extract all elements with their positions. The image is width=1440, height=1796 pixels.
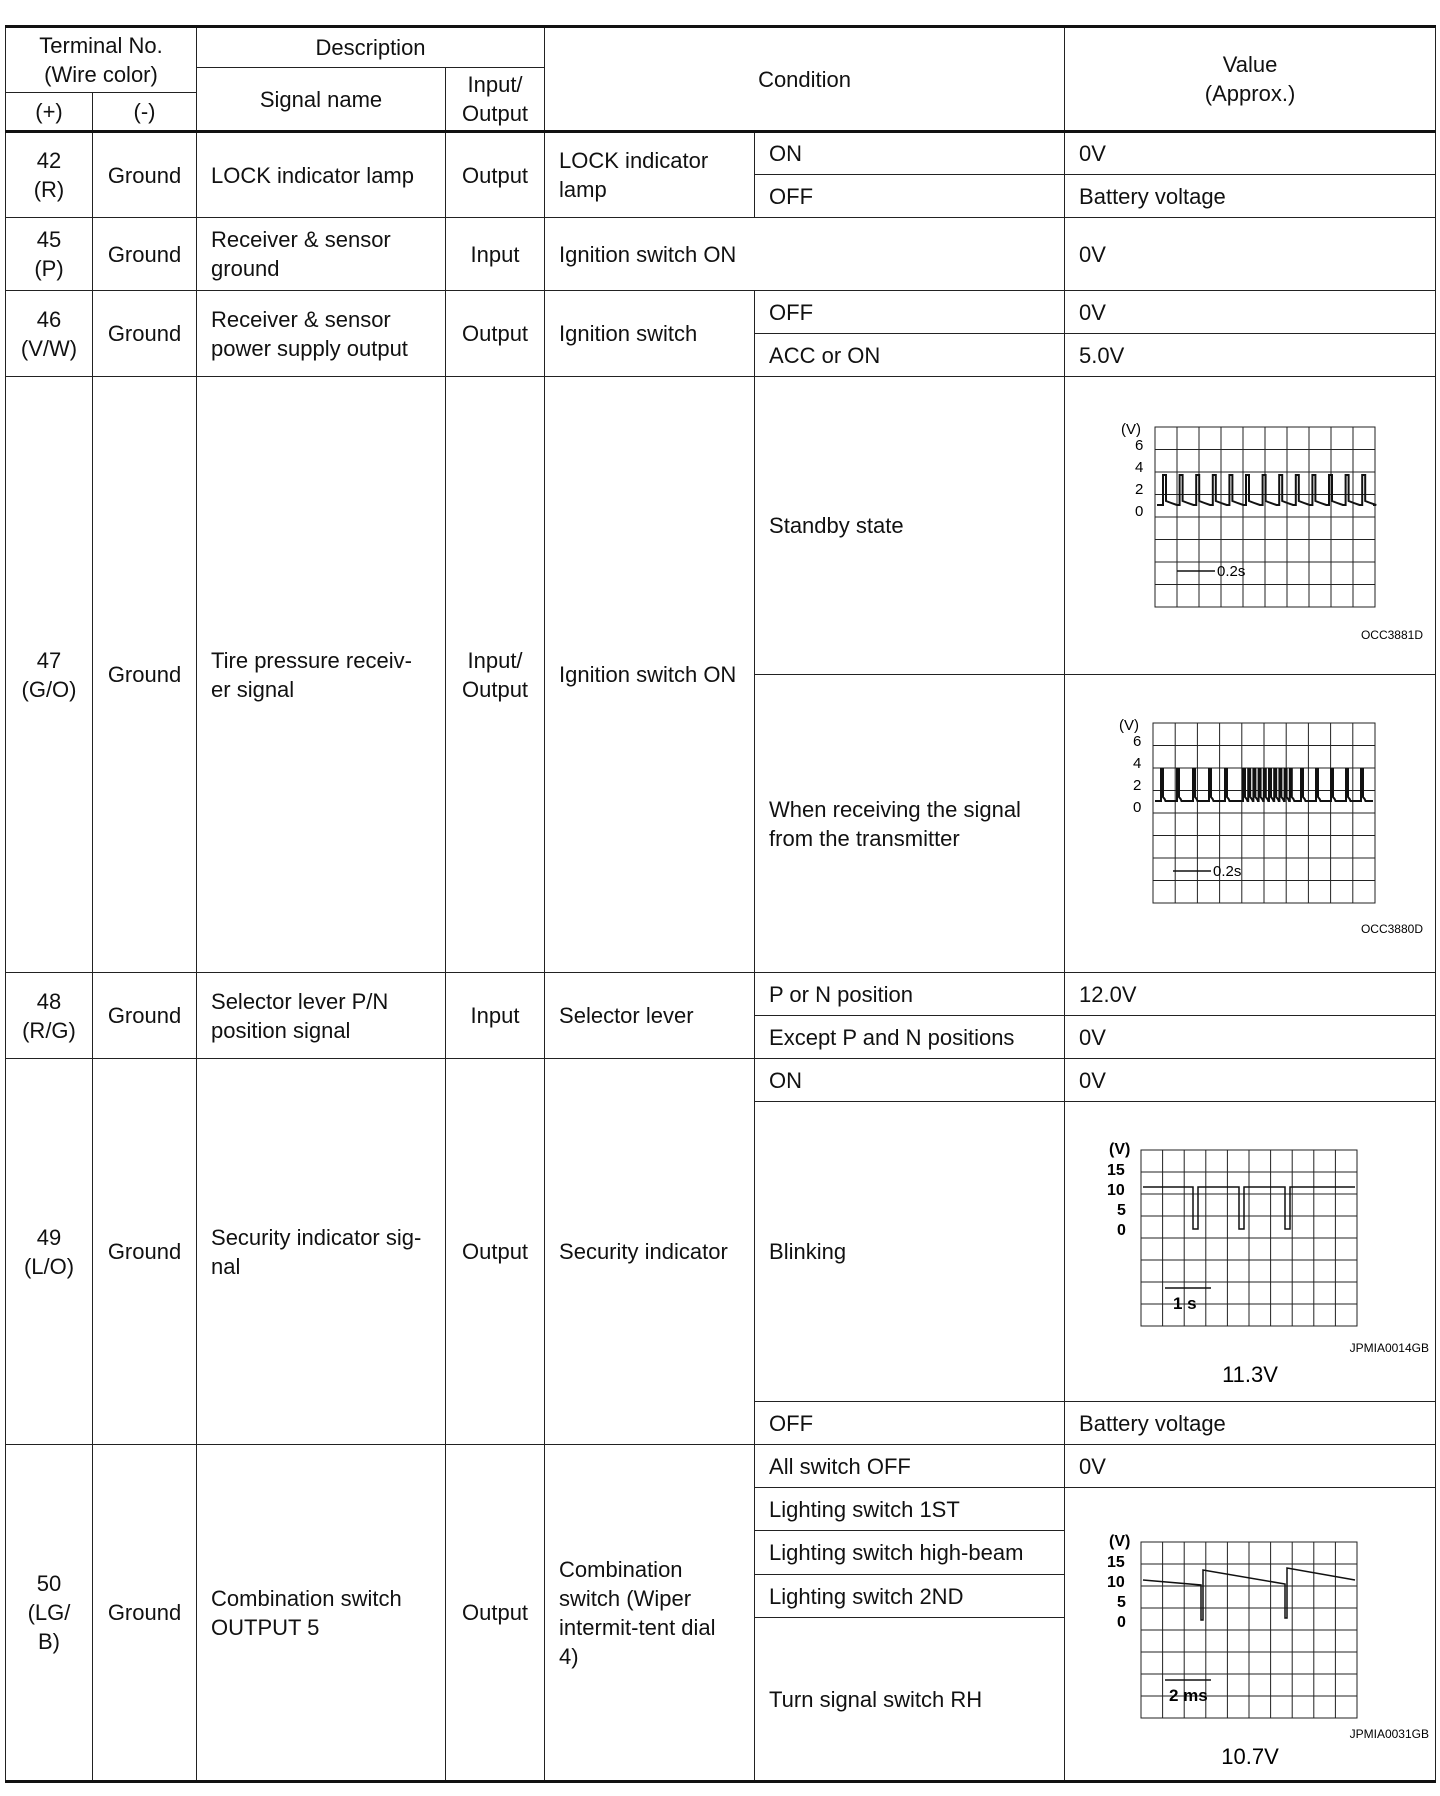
y-tick-label: 6 [1135, 437, 1144, 454]
terminal-number: 49 [36, 1224, 62, 1250]
value-cell: Battery voltage [1065, 175, 1436, 218]
waveform-unit: (V) [1119, 717, 1140, 734]
figure-code: JPMIA0014GB [1349, 1341, 1430, 1355]
terminal-number: 48 [36, 988, 62, 1014]
value-cell: 0V [1065, 132, 1436, 175]
header-value-label: Value [1222, 52, 1278, 77]
ground-cell: Ground [93, 377, 197, 973]
figure-code: JPMIA0031GB [1349, 1727, 1430, 1741]
y-tick-label: 10 [1107, 1182, 1125, 1199]
value-cell: 0V [1065, 1059, 1436, 1102]
waveform-unit: (V) [1109, 1141, 1131, 1158]
y-tick-label: 15 [1107, 1162, 1125, 1179]
header-wire-color-label: (Wire color) [44, 62, 158, 87]
y-tick-label: 15 [1107, 1554, 1125, 1571]
header-approx-label: (Approx.) [1204, 81, 1296, 106]
value-cell [1065, 1488, 1436, 1782]
measured-value: 10.7V [1221, 1744, 1279, 1769]
y-tick-label: 4 [1133, 755, 1142, 772]
io-cell: Input [446, 218, 545, 291]
terminal-number: 47 [36, 647, 62, 673]
wire-color: (LG/ [27, 1600, 71, 1625]
ground-cell: Ground [93, 1445, 197, 1782]
waveform-trace [1157, 475, 1376, 505]
condition-sub-cell: ACC or ON [755, 334, 1065, 377]
value-cell: Battery voltage [1065, 1402, 1436, 1445]
waveform-combination-switch [1065, 1488, 1436, 1773]
header-minus: (-) [93, 93, 197, 132]
signal-name-cell: Selector lever P/N position signal [197, 973, 446, 1059]
table-row [6, 291, 1436, 334]
condition-sub-cell: ON [755, 1059, 1065, 1102]
y-tick-label: 2 [1135, 481, 1144, 498]
signal-name-cell: Tire pressure receiv-er signal [197, 377, 446, 973]
condition-sub-cell: Lighting switch high-beam [755, 1531, 1065, 1574]
io-input-label: Input/ [467, 647, 523, 673]
ground-cell: Ground [93, 291, 197, 377]
wire-color: (R) [33, 177, 65, 202]
condition-sub-cell: P or N position [755, 973, 1065, 1016]
value-cell [1065, 1102, 1436, 1402]
io-cell: Output [446, 1059, 545, 1445]
waveform-trace [1155, 769, 1373, 801]
waveform-standby [1065, 377, 1436, 667]
ground-cell: Ground [93, 132, 197, 218]
ground-cell: Ground [93, 218, 197, 291]
condition-sub-cell: All switch OFF [755, 1445, 1065, 1488]
io-cell: Output [446, 132, 545, 218]
condition-sub-cell: Except P and N positions [755, 1016, 1065, 1059]
condition-sub-cell: Lighting switch 1ST [755, 1488, 1065, 1531]
y-tick-label: 5 [1117, 1594, 1126, 1611]
terminal-cell [6, 973, 93, 1059]
y-tick-label: 0 [1133, 799, 1142, 816]
value-cell: 12.0V [1065, 973, 1436, 1016]
time-scale-label: 2 ms [1169, 1686, 1208, 1705]
header-output-label: Output [462, 101, 529, 126]
io-cell [446, 377, 545, 973]
value-cell: 0V [1065, 1445, 1436, 1488]
signal-name-cell: Receiver & sensor ground [197, 218, 446, 291]
y-tick-label: 0 [1117, 1614, 1126, 1631]
y-tick-label: 10 [1107, 1574, 1125, 1591]
condition-main-cell: Ignition switch ON [545, 218, 1065, 291]
terminal-table [5, 25, 1436, 1783]
header-signal-name: Signal name [197, 68, 446, 132]
waveform-security-blinking [1065, 1102, 1436, 1394]
terminal-number: 50 [36, 1571, 62, 1596]
table-row [6, 377, 1436, 675]
signal-name-cell: Combination switch OUTPUT 5 [197, 1445, 446, 1782]
waveform-grid [1155, 427, 1375, 607]
value-cell: 5.0V [1065, 334, 1436, 377]
header-condition: Condition [545, 27, 1065, 132]
value-cell: 0V [1065, 291, 1436, 334]
value-cell: 0V [1065, 1016, 1436, 1059]
terminal-cell [6, 132, 93, 218]
time-scale-label: 0.2s [1217, 563, 1246, 580]
table-row [6, 1445, 1436, 1488]
wire-color: (R/G) [22, 1017, 76, 1043]
figure-code: OCC3881D [1361, 628, 1424, 642]
header-terminal-no-label: Terminal No. [39, 33, 163, 58]
signal-name-cell: Receiver & sensor power supply output [197, 291, 446, 377]
condition-sub-cell: ON [755, 132, 1065, 175]
header-plus: (+) [6, 93, 93, 132]
condition-sub-cell: Turn signal switch RH [755, 1618, 1065, 1782]
value-cell [1065, 675, 1436, 973]
condition-main-cell: Selector lever [545, 973, 755, 1059]
condition-sub-cell: When receiving the signal from the transmitter [755, 675, 1065, 973]
waveform-grid [1153, 723, 1375, 903]
header-input-label: Input/ [467, 72, 523, 97]
header-input-output [446, 68, 545, 132]
condition-main-cell: Security indicator [545, 1059, 755, 1445]
header-description: Description [197, 27, 545, 68]
condition-sub-cell: Lighting switch 2ND [755, 1574, 1065, 1617]
wire-color: (P) [34, 256, 64, 281]
condition-sub-cell: OFF [755, 175, 1065, 218]
value-cell [1065, 377, 1436, 675]
y-tick-label: 5 [1117, 1202, 1126, 1219]
y-tick-label: 2 [1133, 777, 1142, 794]
io-cell: Output [446, 291, 545, 377]
wire-color-continued: B) [38, 1629, 60, 1654]
y-tick-label: 4 [1135, 459, 1144, 476]
condition-main-cell: Combination switch (Wiper intermit-tent dial 4) [545, 1445, 755, 1782]
condition-main-cell: LOCK indicator lamp [545, 132, 755, 218]
terminal-cell [6, 291, 93, 377]
condition-sub-cell: OFF [755, 291, 1065, 334]
waveform-receiving [1065, 675, 1436, 965]
value-cell: 0V [1065, 218, 1436, 291]
terminal-cell [6, 1059, 93, 1445]
terminal-cell [6, 377, 93, 973]
condition-sub-cell: Blinking [755, 1102, 1065, 1402]
wire-color: (L/O) [23, 1253, 75, 1279]
y-tick-label: 0 [1135, 503, 1144, 520]
y-tick-label: 6 [1133, 733, 1142, 750]
io-cell: Input [446, 973, 545, 1059]
terminal-table-wrapper [5, 25, 1435, 1783]
terminal-cell [6, 1445, 93, 1782]
terminal-cell [6, 218, 93, 291]
wire-color: (V/W) [20, 335, 78, 361]
terminal-number: 46 [36, 306, 62, 332]
condition-main-cell: Ignition switch ON [545, 377, 755, 973]
waveform-unit: (V) [1121, 421, 1142, 438]
signal-name-cell: LOCK indicator lamp [197, 132, 446, 218]
ground-cell: Ground [93, 973, 197, 1059]
ground-cell: Ground [93, 1059, 197, 1445]
table-row [6, 218, 1436, 291]
figure-code: OCC3880D [1361, 922, 1424, 936]
time-scale-label: 0.2s [1213, 863, 1242, 880]
table-row [6, 132, 1436, 175]
time-scale-label: 1 s [1173, 1294, 1197, 1313]
table-row [6, 1059, 1436, 1102]
waveform-unit: (V) [1109, 1533, 1131, 1550]
terminal-number: 45 [36, 227, 62, 252]
terminal-number: 42 [36, 148, 62, 173]
measured-value: 11.3V [1222, 1362, 1278, 1387]
io-output-label: Output [462, 676, 529, 702]
condition-sub-cell: OFF [755, 1402, 1065, 1445]
header-value [1065, 27, 1436, 132]
y-tick-label: 0 [1117, 1222, 1126, 1239]
io-cell: Output [446, 1445, 545, 1782]
signal-name-cell: Security indicator sig-nal [197, 1059, 446, 1445]
table-row [6, 973, 1436, 1016]
header-terminal-no [6, 27, 197, 93]
condition-sub-cell: Standby state [755, 377, 1065, 675]
condition-main-cell: Ignition switch [545, 291, 755, 377]
wire-color: (G/O) [21, 676, 77, 702]
